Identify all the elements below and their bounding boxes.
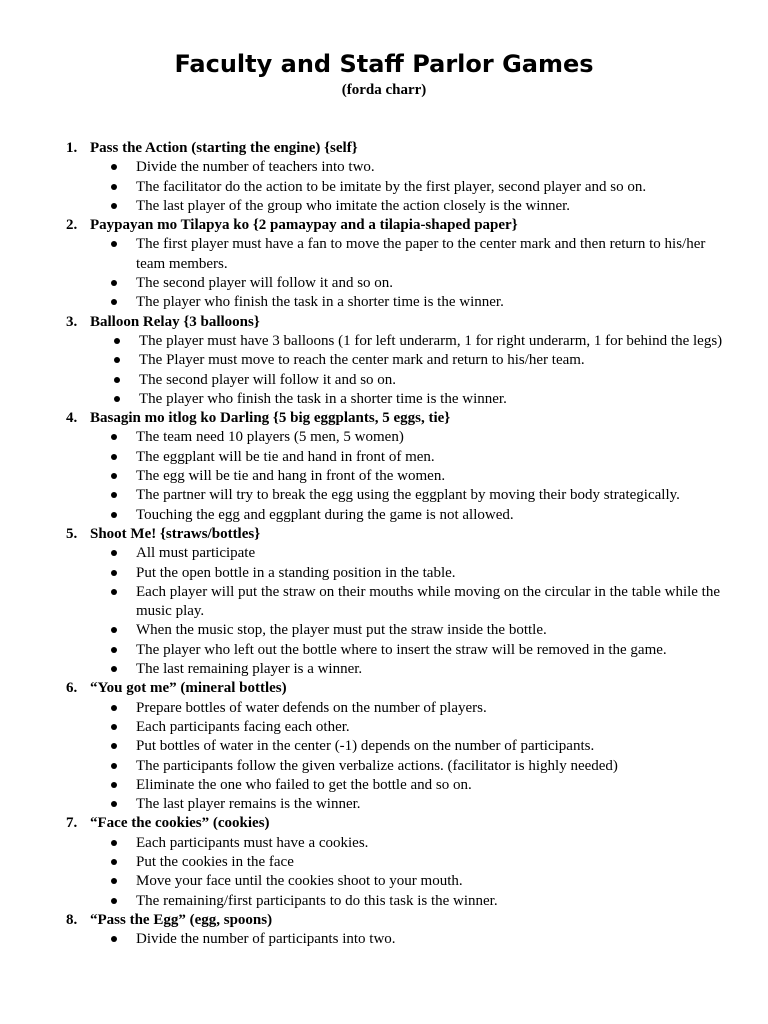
game-heading-text: Shoot Me! {straws/bottles} — [90, 525, 261, 542]
bullet-icon — [111, 280, 117, 286]
rule-item — [0, 235, 768, 274]
bullet-icon — [111, 724, 117, 730]
rule-item — [0, 641, 768, 660]
bullet-icon — [111, 705, 117, 711]
rule-text: The player who finish the task in a shorter time is the winner. — [136, 294, 504, 311]
rule-item — [0, 544, 768, 563]
game-number: 7. — [66, 815, 78, 832]
game-item — [0, 216, 768, 312]
game-rules-list — [0, 699, 768, 815]
bullet-icon — [111, 550, 117, 556]
rule-item — [0, 621, 768, 640]
rule-item — [0, 197, 768, 216]
game-heading — [0, 679, 768, 698]
rule-text: The partner will try to break the egg using the eggplant by moving their body strategically. — [136, 487, 680, 504]
rule-text: Each participants facing each other. — [136, 718, 350, 735]
rule-text: Each player will put the straw on their mouths while moving on the circular in the table while the music play. — [136, 583, 721, 620]
game-item — [0, 679, 768, 814]
rule-text: The eggplant will be tie and hand in front of men. — [136, 448, 435, 465]
game-heading-text: Paypayan mo Tilapya ko {2 pamaypay and a tilapia-shaped paper} — [90, 217, 518, 234]
game-heading-text: “Face the cookies” (cookies) — [90, 815, 270, 832]
rule-item — [0, 506, 768, 525]
rule-item — [0, 428, 768, 447]
rule-text: All must participate — [136, 545, 256, 562]
rule-text: The Player must move to reach the center mark and return to his/her team. — [139, 352, 585, 369]
rule-text: The egg will be tie and hang in front of the women. — [136, 468, 446, 485]
rule-text: Prepare bottles of water defends on the number of players. — [136, 699, 487, 716]
rule-text: Put bottles of water in the center (-1) depends on the number of participants. — [136, 738, 595, 755]
bullet-icon — [111, 878, 117, 884]
rule-text: Touching the egg and eggplant during the game is not allowed. — [136, 506, 514, 523]
rule-item — [0, 583, 768, 622]
rule-item — [0, 660, 768, 679]
game-number: 8. — [66, 911, 78, 928]
rule-item — [0, 737, 768, 756]
game-heading-text: “Pass the Egg” (egg, spoons) — [90, 911, 273, 928]
rule-item — [0, 930, 768, 949]
rule-item — [0, 274, 768, 293]
rule-text: The second player will follow it and so on. — [136, 275, 394, 292]
game-number: 5. — [66, 525, 78, 542]
game-rules-list — [0, 235, 768, 312]
rule-item — [0, 467, 768, 486]
games-list — [0, 139, 768, 949]
game-heading-text: Pass the Action (starting the engine) {self} — [90, 140, 358, 156]
bullet-icon — [111, 184, 117, 190]
game-heading — [0, 525, 768, 544]
rule-text: Each participants must have a cookies. — [136, 834, 369, 851]
game-number: 4. — [66, 410, 78, 427]
game-item — [0, 409, 768, 525]
rule-text: The player who finish the task in a shorter time is the winner. — [139, 390, 507, 407]
game-number: 6. — [66, 680, 78, 697]
rule-text: Divide the number of teachers into two. — [136, 159, 375, 176]
rule-text: Eliminate the one who failed to get the bottle and so on. — [136, 776, 472, 793]
bullet-icon — [111, 859, 117, 865]
rule-item — [0, 872, 768, 891]
bullet-icon — [111, 512, 117, 518]
rule-item — [0, 158, 768, 177]
rule-item — [0, 757, 768, 776]
rule-item — [0, 718, 768, 737]
game-rules-list — [0, 428, 768, 524]
game-rules-list — [0, 158, 768, 216]
game-heading — [0, 313, 768, 332]
bullet-icon — [111, 473, 117, 479]
rule-text: The team need 10 players (5 men, 5 women) — [136, 429, 404, 446]
document-subtitle: (forda charr) — [341, 82, 427, 98]
rule-item — [0, 486, 768, 505]
game-heading-text: Balloon Relay {3 balloons} — [90, 313, 260, 330]
rule-item — [0, 390, 768, 409]
bullet-icon — [111, 898, 117, 904]
bullet-icon — [114, 338, 120, 344]
rule-text: Put the open bottle in a standing position in the table. — [136, 564, 456, 581]
game-heading — [0, 911, 768, 930]
rule-text: When the music stop, the player must put the straw inside the bottle. — [136, 622, 547, 639]
game-item — [0, 313, 768, 409]
game-number: 2. — [66, 217, 78, 234]
game-heading — [0, 814, 768, 833]
rule-item — [0, 351, 768, 370]
rule-text: The second player will follow it and so on. — [139, 371, 397, 388]
rule-text: The player who left out the bottle where to insert the straw will be removed in the game. — [136, 641, 667, 658]
bullet-icon — [114, 377, 120, 383]
bullet-icon — [111, 647, 117, 653]
rule-item — [0, 293, 768, 312]
game-rules-list — [0, 834, 768, 911]
bullet-icon — [114, 396, 120, 402]
game-heading — [0, 216, 768, 235]
rule-text: The remaining/first participants to do this task is the winner. — [136, 892, 498, 909]
rule-item — [0, 332, 768, 351]
bullet-icon — [111, 241, 117, 247]
rule-text: The last player of the group who imitate the action closely is the winner. — [136, 197, 571, 214]
rule-text: The last player remains is the winner. — [136, 796, 361, 813]
document-title: Faculty and Staff Parlor Games — [174, 50, 594, 78]
bullet-icon — [111, 782, 117, 788]
rule-text: Divide the number of participants into two. — [136, 931, 396, 948]
rule-text: The last remaining player is a winner. — [136, 661, 363, 678]
bullet-icon — [114, 357, 120, 363]
game-number: 3. — [66, 313, 78, 330]
bullet-icon — [111, 763, 117, 769]
bullet-icon — [111, 666, 117, 672]
bullet-icon — [111, 454, 117, 460]
bullet-icon — [111, 743, 117, 749]
game-heading-text: Basagin mo itlog ko Darling {5 big eggplants, 5 eggs, tie} — [90, 410, 451, 427]
rule-text: The facilitator do the action to be imitate by the first player, second player and so on. — [136, 178, 647, 195]
bullet-icon — [111, 434, 117, 440]
rule-item — [0, 892, 768, 911]
bullet-icon — [111, 627, 117, 633]
rule-item — [0, 699, 768, 718]
rule-text: The participants follow the given verbalize actions. (facilitator is highly needed) — [136, 757, 618, 774]
bullet-icon — [111, 589, 117, 595]
game-heading-text: “You got me” (mineral bottles) — [90, 680, 287, 697]
rule-item — [0, 448, 768, 467]
rule-item — [0, 795, 768, 814]
game-item — [0, 525, 768, 679]
rule-item — [0, 834, 768, 853]
game-rules-list — [0, 930, 768, 949]
game-item — [0, 139, 768, 216]
rule-item — [0, 853, 768, 872]
bullet-icon — [111, 299, 117, 305]
rule-item — [0, 371, 768, 390]
bullet-icon — [111, 492, 117, 498]
bullet-icon — [111, 840, 117, 846]
rule-text: Move your face until the cookies shoot to your mouth. — [136, 873, 463, 890]
bullet-icon — [111, 936, 117, 942]
game-item — [0, 814, 768, 910]
rule-item — [0, 776, 768, 795]
bullet-icon — [111, 801, 117, 807]
game-heading — [0, 139, 768, 158]
game-number: 1. — [66, 140, 78, 156]
rule-item — [0, 178, 768, 197]
game-rules-list — [0, 332, 768, 409]
game-item — [0, 911, 768, 950]
rule-text: Put the cookies in the face — [136, 853, 294, 870]
game-rules-list — [0, 544, 768, 679]
rule-text: The first player must have a fan to move the paper to the center mark and then return to his/her team members. — [136, 236, 706, 272]
rule-text: The player must have 3 balloons (1 for left underarm, 1 for right underarm, 1 for behind the legs) — [139, 332, 723, 349]
bullet-icon — [111, 203, 117, 209]
bullet-icon — [111, 164, 117, 170]
rule-item — [0, 564, 768, 583]
bullet-icon — [111, 570, 117, 576]
game-heading — [0, 409, 768, 428]
